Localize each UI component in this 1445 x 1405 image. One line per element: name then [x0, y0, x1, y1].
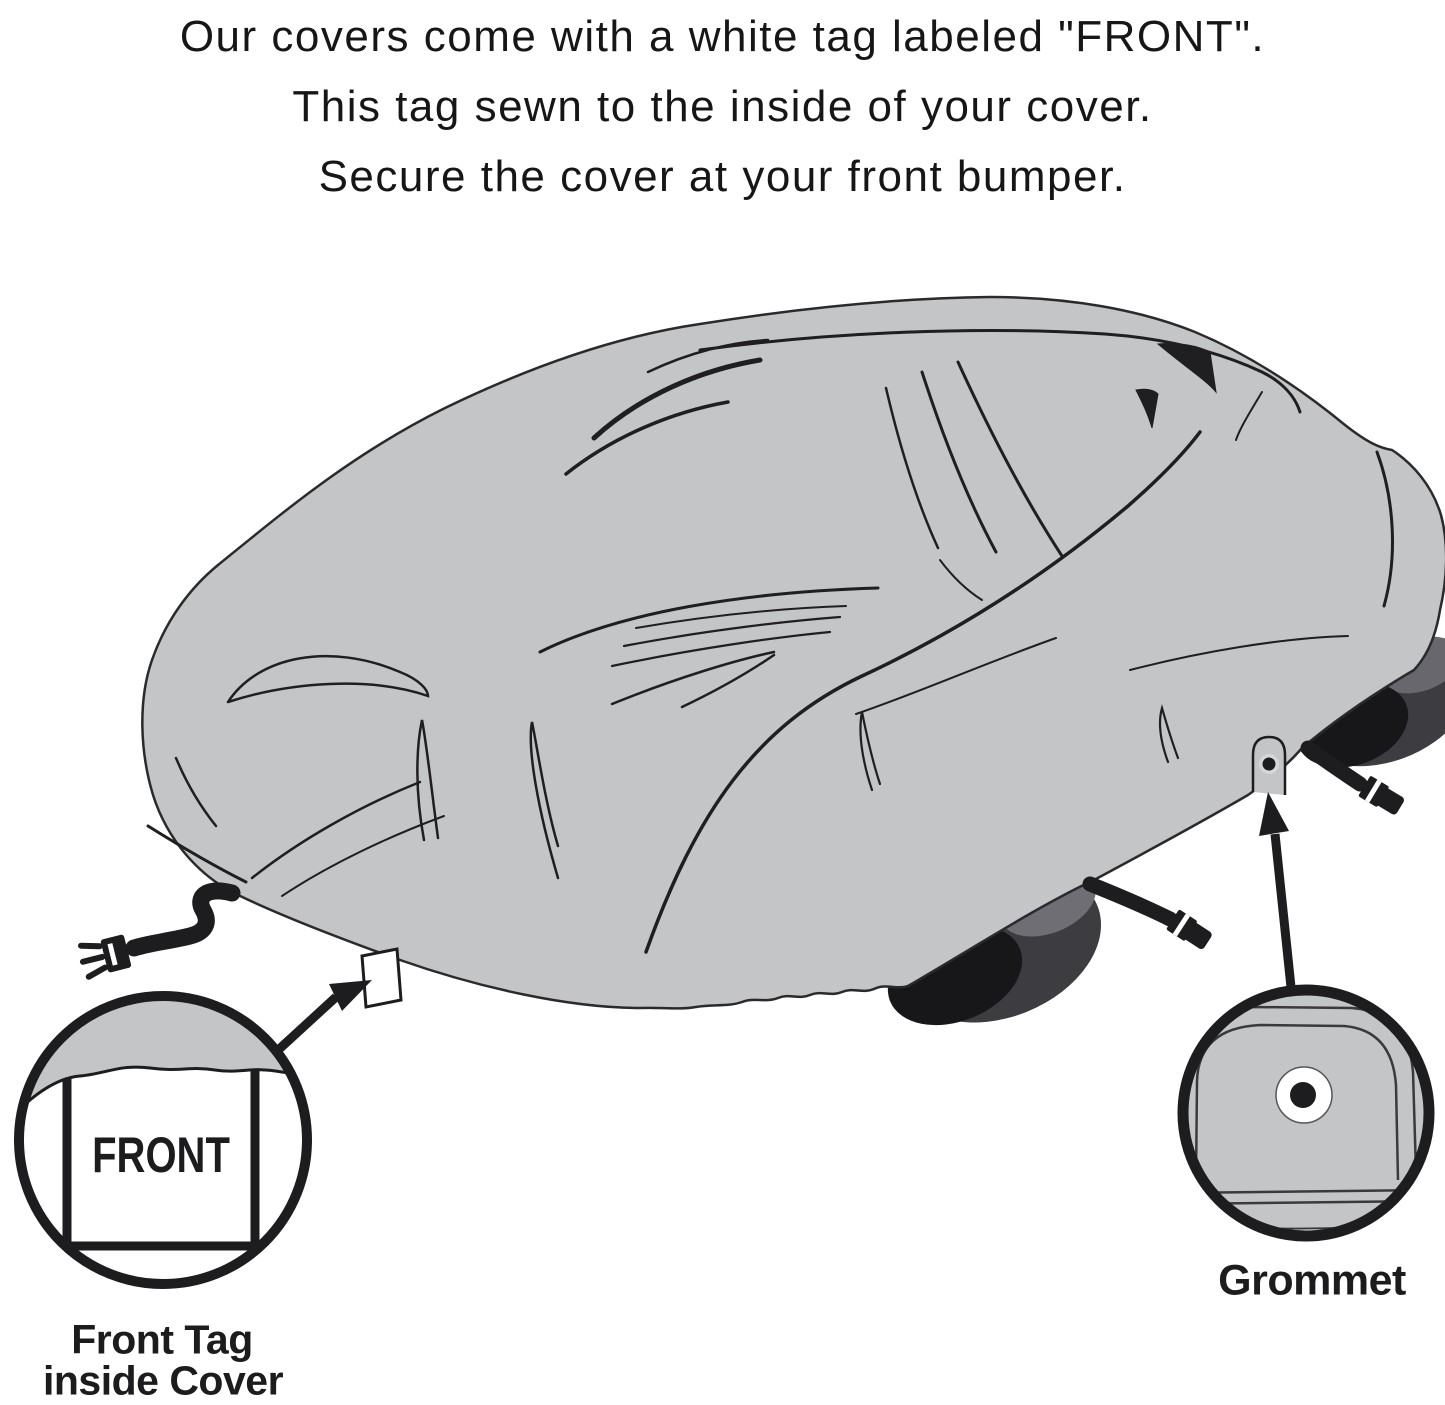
front-tag-marker [362, 949, 401, 1007]
front-bumper-strap [79, 891, 232, 978]
headline-line-2: This tag sewn to the inside of your cover. [292, 82, 1153, 131]
front-tag-caption-line1: Front Tag [71, 1316, 253, 1363]
grommet-callout [1165, 975, 1445, 1236]
car-cover-body [142, 297, 1445, 1008]
headline [0, 2, 1445, 212]
grommet-caption: Grommet [1218, 1256, 1406, 1305]
grommet-arrow [1259, 792, 1291, 987]
front-wheel-strap [1090, 884, 1214, 952]
front-tag-arrow [276, 980, 372, 1052]
headline-line-3: Secure the cover at your front bumper. [318, 152, 1127, 201]
front-tag-label: FRONT [92, 1127, 230, 1183]
headline-line-1: Our covers come with a white tag labeled "FRONT". [179, 12, 1266, 61]
front-tag-caption-line2: inside Cover [42, 1357, 284, 1404]
grommet-on-cover [1253, 737, 1285, 795]
